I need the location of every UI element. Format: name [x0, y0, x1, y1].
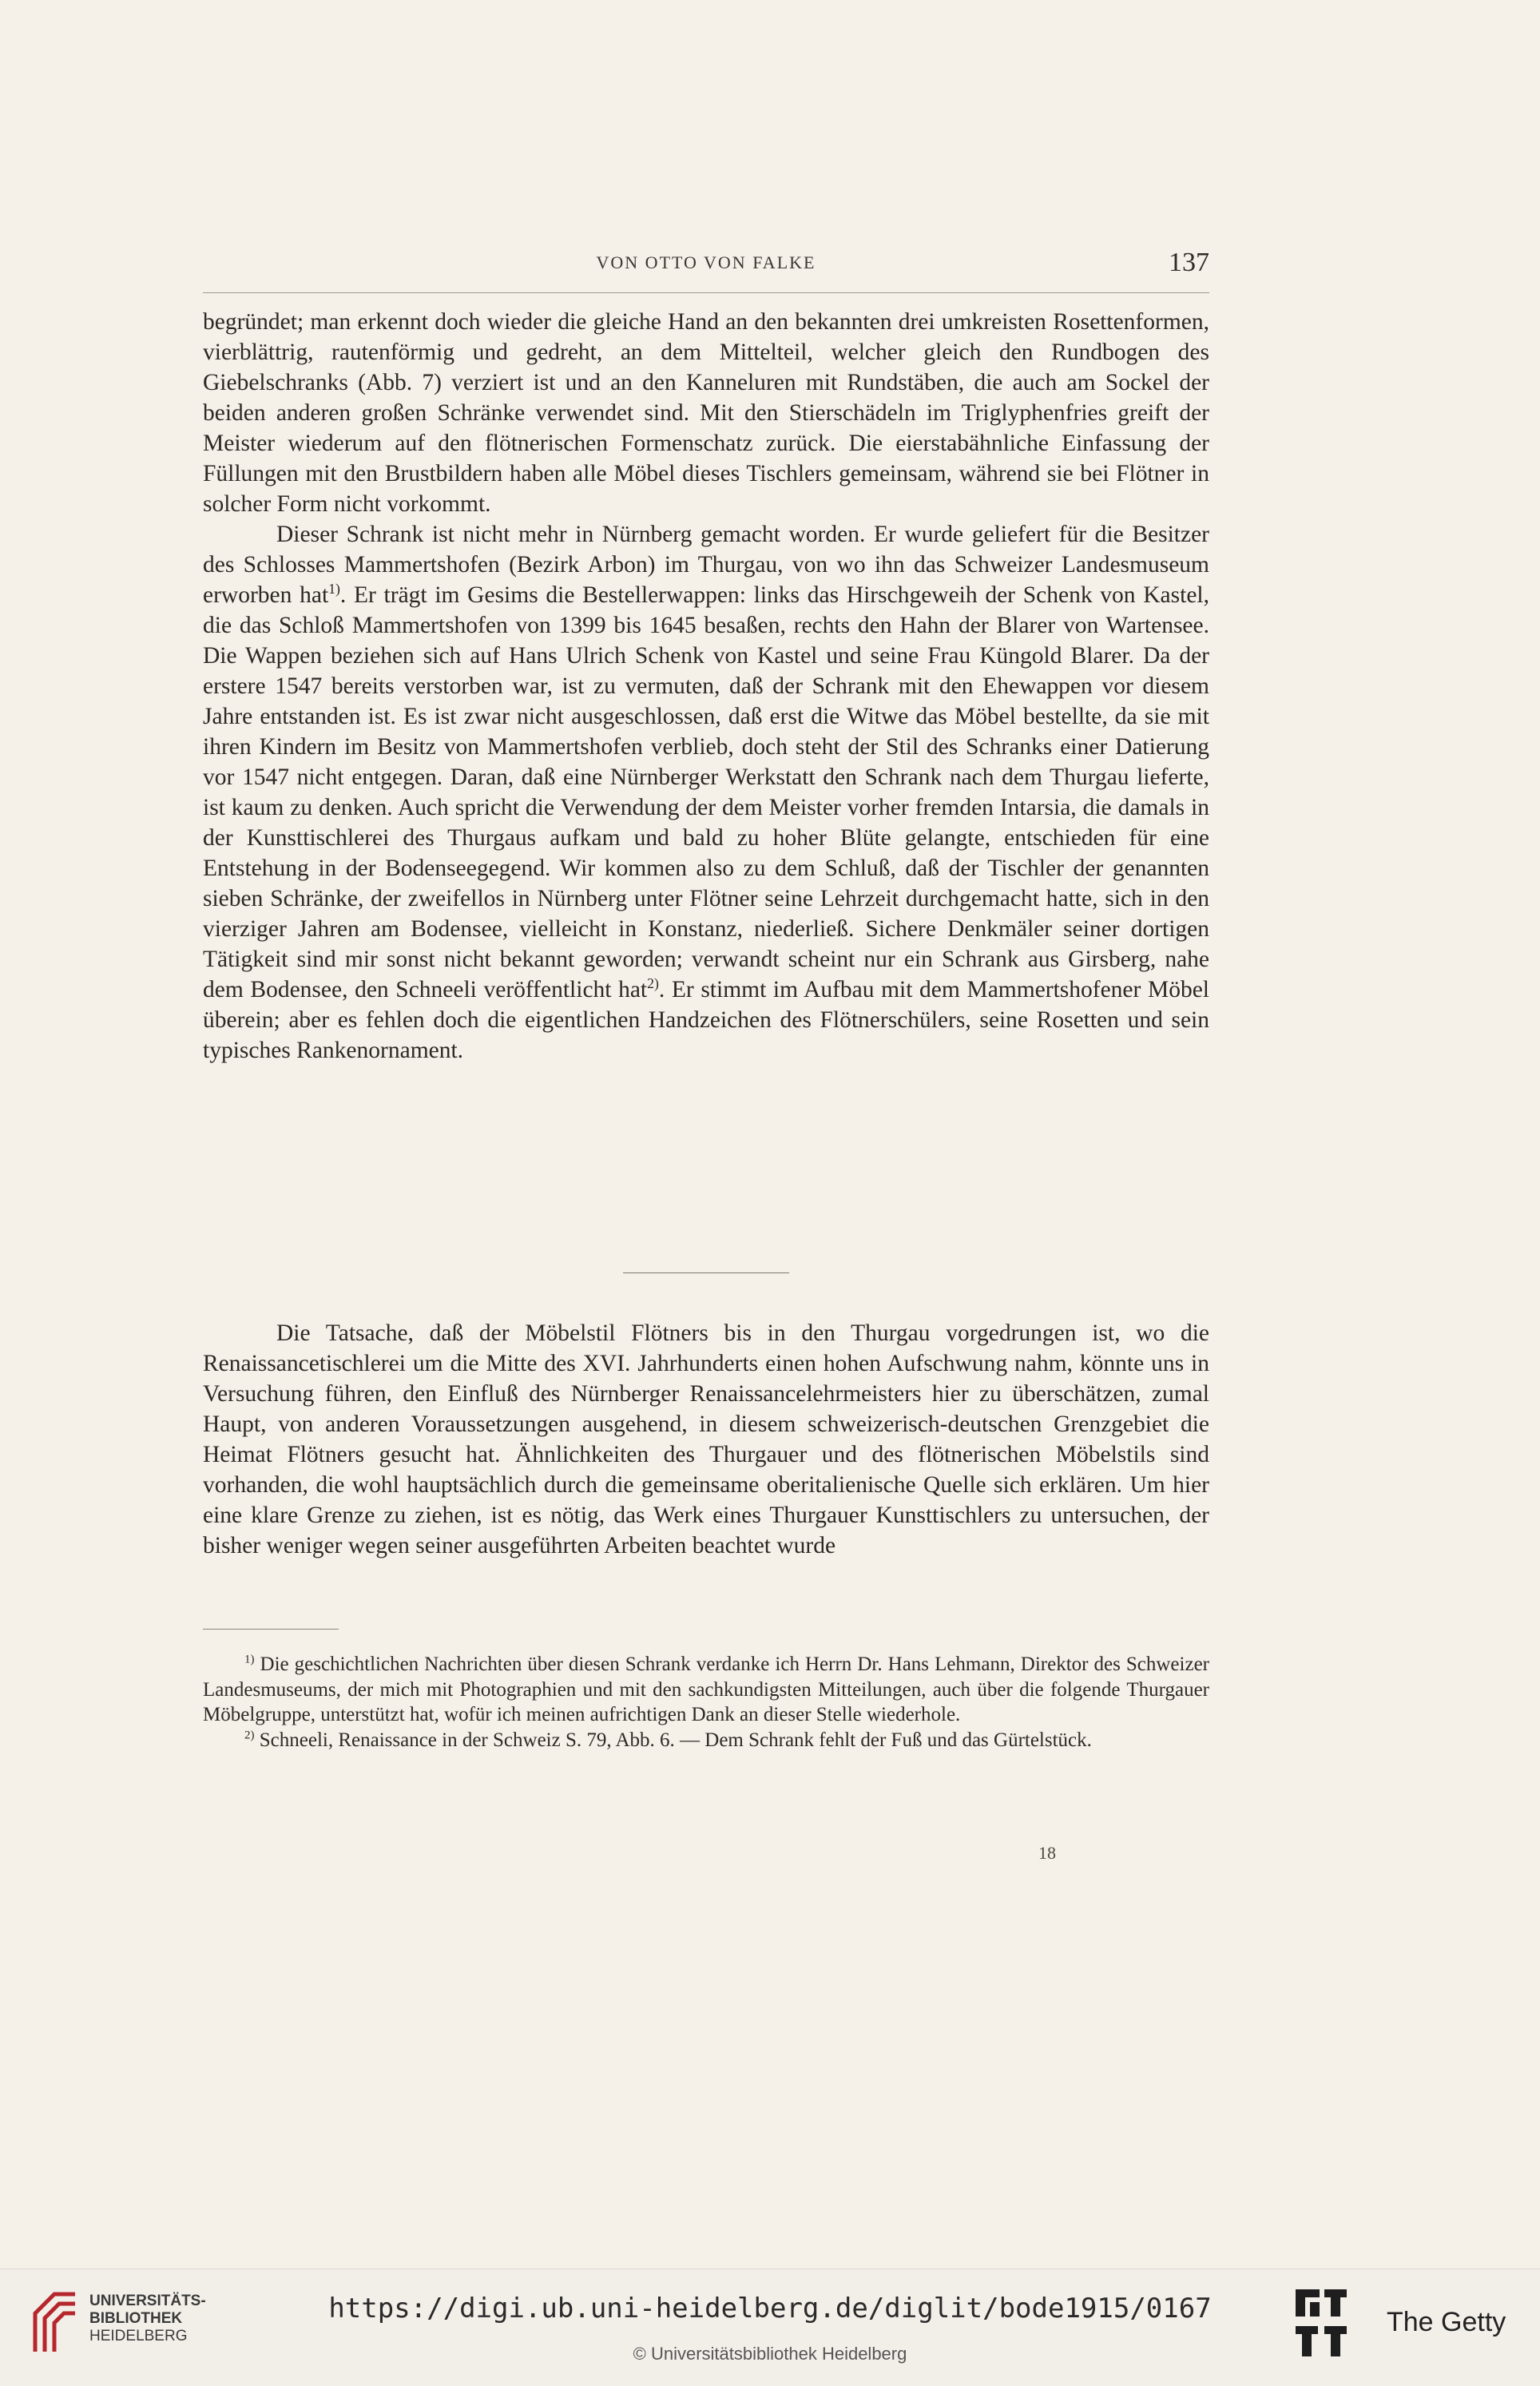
footnote-ref-2[interactable]: 2) [647, 975, 659, 992]
footnote-1-text: Die geschichtlichen Nachrichten über diesen Schrank verdanke ich Herrn Dr. Hans Lehmann, Direktor des Schweizer Landesmuseums, der mich mit Photographien und mit den sachkundigsten Mitteilungen, auch über die folgende Thurgauer Möbelgruppe, unterstützt hat, wofür ich meinen aufrichtigen Dank an dieser Stelle wiederhole. [203, 1654, 1209, 1725]
body-text-top [203, 307, 1209, 1066]
permalink-url[interactable]: https://digi.ub.uni-heidelberg.de/diglit/bode1915/0167 [328, 2293, 1212, 2324]
library-name-line-1: UNIVERSITÄTS- [89, 2293, 206, 2309]
getty-name[interactable]: The Getty [1387, 2307, 1506, 2337]
copyright-notice: © Universitätsbibliothek Heidelberg [633, 2344, 907, 2364]
paragraph-3: Die Tatsache, daß der Möbelstil Flötners bis in den Thurgau vorgedrungen ist, wo die Renaissancetischlerei um die Mitte des XVI. Jahrhunderts einen hohen Aufschwung nahm, könnte uns in Versuchung führen, den Einfluß des Nürnberger Renaissancelehrmeisters hier zu überschätzen, zumal Haupt, von anderen Voraussetzungen ausgehend, in diesem schweizerisch-deutschen Grenzgebiet die Heimat Flötners gesucht hat. Ähnlichkeiten des Thurgauer und des flötnerischen Möbelstils sind vorhanden, die wohl hauptsächlich durch die gemeinsame oberitalienische Quelle sich erklären. Um hier eine klare Grenze zu ziehen, ist es nötig, das Werk eines Thurgauer Kunsttischlers zu untersuchen, der bisher weniger wegen seiner ausgeführten Arbeiten beachtet wurde [203, 1320, 1209, 1558]
body-text-bottom [203, 1318, 1209, 1561]
footnote-rule [203, 1629, 339, 1630]
page-number: 137 [1169, 248, 1209, 277]
footnotes [203, 1652, 1209, 1753]
paragraph-2-part-a: Dieser Schrank ist nicht mehr in Nürnberg gemacht worden. Er wurde geliefert für die Besitzer des Schlosses Mammertshofen (Bezirk Arbon) im Thurgau, von wo ihn das Schweizer Landesmuseum erworben hat [203, 522, 1209, 608]
library-name-line-2: BIBLIOTHEK [89, 2310, 183, 2327]
paragraph-2 [203, 519, 1209, 1066]
section-separator [623, 1272, 789, 1273]
footnote-2-mark: 2) [244, 1729, 255, 1742]
header-rule [203, 292, 1209, 293]
signature-mark: 18 [1038, 1843, 1056, 1863]
running-title: VON OTTO VON FALKE [596, 252, 816, 272]
footnote-ref-1[interactable]: 1) [328, 581, 340, 597]
footnote-1-mark: 1) [244, 1653, 255, 1666]
getty-logo-icon[interactable] [1296, 2289, 1347, 2356]
library-name-line-3: HEIDELBERG [89, 2328, 188, 2344]
footnote-2-text: Schneeli, Renaissance in der Schweiz S. 79, Abb. 6. — Dem Schrank fehlt der Fuß und das Gürtelstück. [259, 1729, 1092, 1751]
paragraph-2-part-b: . Er trägt im Gesims die Bestellerwappen: links das Hirschgeweih der Schenk von Kastel, die das Schloß Mammertshofen von 1399 bis 1645 besaßen, rechts den Hahn der Blarer von Wartensee. Die Wappen beziehen sich auf Hans Ulrich Schenk von Kastel und seine Frau Küngold Blarer. Da der erstere 1547 bereits verstorben war, ist zu vermuten, daß der Schrank mit den Ehewappen vor diesem Jahre entstanden ist. Es ist zwar nicht ausgeschlossen, daß erst die Witwe das Möbel bestellte, da sie mit ihren Kindern im Besitz von Mammertshofen verblieb, doch steht der Stil des Schranks einer Datierung vor 1547 nicht entgegen. Daran, daß eine Nürnberger Werkstatt den Schrank nach dem Thurgau lieferte, ist kaum zu denken. Auch spricht die Verwendung der dem Meister vorher fremden Intarsia, die damals in der Kunsttischlerei des Thurgaus aufkam und bald zu hoher Blüte gelangte, entschieden für eine Entstehung in der Bodenseegegend. Wir kommen also zu dem Schluß, daß der Tischler der genannten sieben Schränke, der zweifellos in Nürnberg unter Flötner seine Lehrzeit durchgemacht hatte, sich in den vierziger Jahren am Bodensee, vielleicht in Konstanz, niederließ. Sichere Denkmäler seiner dortigen Tätigkeit sind mir sonst nicht bekannt geworden; verwandt scheint nur ein Schrank aus Girsberg, nahe dem Bodensee, den Schneeli veröffentlicht hat [203, 582, 1209, 1002]
paragraph-2-part-c: . Er stimmt im Aufbau mit dem Mammertshofener Möbel überein; aber es fehlen doch die eigentlichen Handzeichen des Flötnerschülers, seine Rosetten und sein typisches Rankenornament. [203, 977, 1209, 1063]
running-head [203, 248, 1209, 286]
paragraph-1: begründet; man erkennt doch wieder die gleiche Hand an den bekannten drei umkreisten Rosettenformen, vierblättrig, rautenförmig und gedreht, an dem Mittelteil, welcher gleich den Rundbogen des Giebelschranks (Abb. 7) verziert ist und an den Kanneluren mit Rundstäben, die auch am Sockel der beiden anderen großen Schränke verwendet sind. Mit den Stierschädeln im Triglyphenfries greift der Meister wiederum auf den flötnerischen Formenschatz zurück. Die eierstabähnliche Einfassung der Füllungen mit den Brustbildern haben alle Möbel dieses Tischlers gemeinsam, während sie bei Flötner in solcher Form nicht vorkommt. [203, 309, 1209, 517]
footnote-2 [203, 1728, 1209, 1753]
footnote-1 [203, 1652, 1209, 1728]
